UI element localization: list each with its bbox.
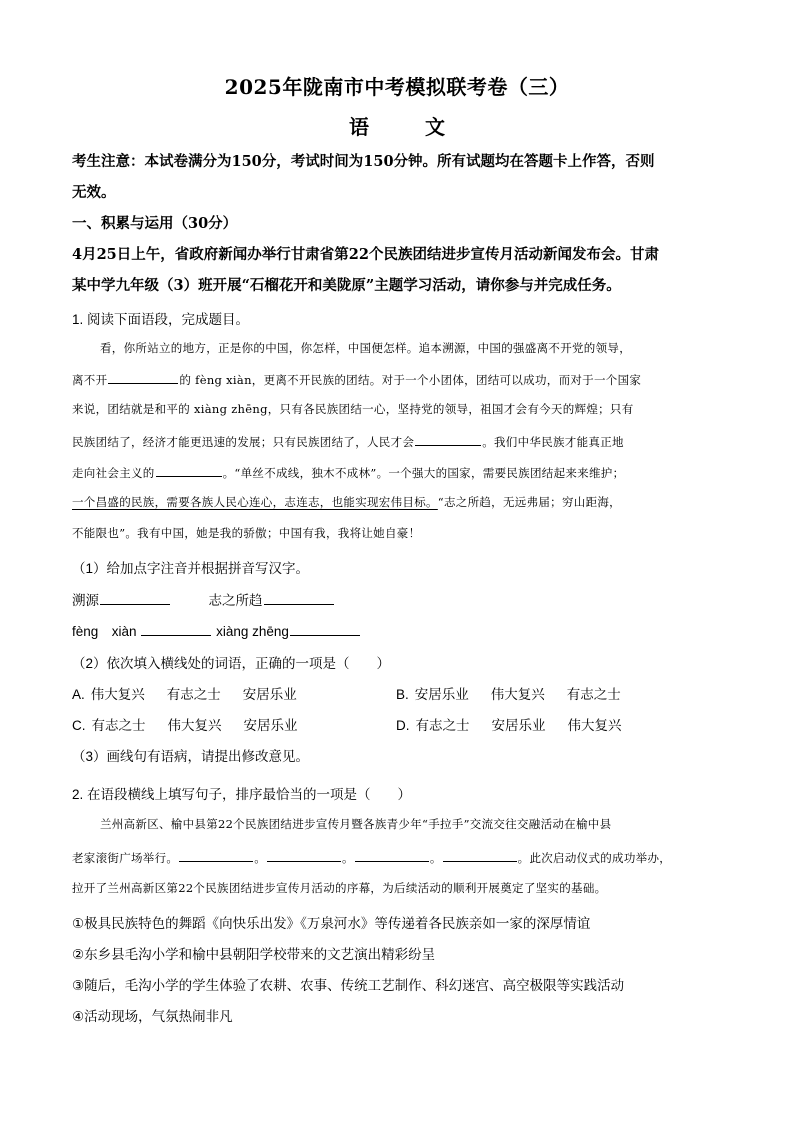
option-item: 安居乐业 [242,687,297,702]
notice-line-2: 无效。 [72,184,116,201]
passage-text: 离不开 [72,373,108,387]
answer-blank[interactable] [290,622,360,636]
q1-passage-line-4 [72,432,624,450]
fill-blank-2[interactable] [415,432,481,446]
option-item: 安居乐业 [491,718,546,733]
word-item: 志之所趋 [208,593,263,608]
fill-blank-3[interactable] [156,463,222,477]
pinyin-item: xiàng zhēng [216,624,289,639]
option-label: A. [72,687,85,702]
section-intro-2: 某中学九年级（3）班开展“石榴花开和美陇原”主题学习活动，请你参与并完成任务。 [72,277,621,294]
q2-passage-line-2: 老家滚街广场举行。 。 。 。 。此次启动仪式的成功举办， [72,848,671,866]
passage-text: “志之所趋，无远弗届；穷山距海， [437,495,621,509]
answer-blank[interactable] [100,591,170,605]
section-intro-1: 4月25日上午，省政府新闻办举行甘肃省第22个民族团结进步宣传月活动新闻发布会。甘肃 [72,246,659,263]
underlined-sentence: 一个昌盛的民族，需要各族人民心连心，志连志，也能实现宏伟目标。 [72,495,438,509]
option-label: B. [396,687,409,702]
option-item: 有志之士 [166,687,221,702]
passage-text: 老家滚街广场举行。 [72,851,179,865]
q2-passage-line-1: 兰州高新区、榆中县第22个民族团结进步宣传月暨各族青少年“手拉手”交流交往交融活动在榆中县 [100,817,612,831]
option-item: 安居乐业 [243,718,298,733]
option-label: C. [72,718,86,733]
notice-line-1: 考生注意：本试卷满分为150分，考试时间为150分钟。所有试题均在答题卡上作答，否则 [72,153,655,170]
option-b[interactable] [396,683,643,703]
passage-text: 。此次启动仪式的成功举办， [517,851,672,865]
option-item: 伟大复兴 [490,687,545,702]
option-item: 安居乐业 [414,687,469,702]
q2-item-2: ②东乡县毛沟小学和榆中县朝阳学校带来的文艺演出精彩纷呈 [72,947,436,962]
option-label: D. [396,718,410,733]
q1-sub1: （1）给加点字注音并根据拼音写汉字。 [72,561,310,576]
subject-title: 语 文 [349,115,463,139]
passage-text: 走向社会主义的 [72,466,155,480]
option-item: 伟大复兴 [90,687,145,702]
answer-blank[interactable] [141,622,211,636]
answer-blank[interactable] [264,591,334,605]
option-a[interactable] [72,683,319,703]
fill-blank-a[interactable] [179,848,253,862]
q1-sub2: （2）依次填入横线处的词语，正确的一项是（ ） [72,656,391,671]
word-item: 溯源 [72,593,99,608]
passage-text: 的 fèng xiàn，更离不开民族的团结。对于一个小团体，团结可以成功，而对于一个国家 [179,373,642,387]
q1-passage-line-5 [72,463,624,481]
option-item: 有志之士 [566,687,621,702]
q1-passage-line-6 [72,494,621,510]
q2-item-4: ④活动现场，气氛热闹非凡 [72,1009,233,1024]
q1-sub3: （3）画线句有语病，请提出修改意见。 [72,749,310,764]
q1-passage-line-3: 来说，团结就是和平的 xiàng zhēng，只有各民族团结一心，坚持党的领导，祖国才会有今天的辉煌；只有 [72,402,634,416]
fill-blank-d[interactable] [443,848,517,862]
q1-passage-line-1: 看，你所站立的地方，正是你的中国，你怎样，中国便怎样。追本溯源，中国的强盛离不开党的领导， [100,341,631,355]
option-item: 伟大复兴 [167,718,222,733]
option-item: 有志之士 [91,718,146,733]
fill-blank-1[interactable] [108,370,178,384]
option-c[interactable] [72,714,320,734]
option-item: 有志之士 [415,718,470,733]
passage-text: 。“单丝不成线，独木不成林”。一个强大的国家，需要民族团结起来来维护； [222,466,625,480]
pinyin-item: fèng xiàn [72,624,137,639]
q2-item-3: ③随后，毛沟小学的学生体验了农耕、农事、传统工艺制作、科幻迷宫、高空极限等实践活动 [72,978,625,993]
q2-item-1: ①极具民族特色的舞蹈《向快乐出发》《万泉河水》等传递着各民族亲如一家的深厚情谊 [72,916,591,931]
q1-passage-line-7: 不能限也”。我有中国，她是我的骄傲；中国有我，我将让她自豪！ [72,526,421,540]
q1-stem: 1. 阅读下面语段，完成题目。 [72,312,250,327]
exam-title: 2025年陇南市中考模拟联考卷（三） [224,75,570,99]
q1-words-row [72,589,335,609]
passage-text: 民族团结了，经济才能更迅速的发展；只有民族团结了，人民才会 [72,435,415,449]
fill-blank-c[interactable] [355,848,429,862]
q2-stem: 2. 在语段横线上填写句子，排序最恰当的一项是（ ） [72,787,412,802]
passage-text: 。我们中华民族才能真正地 [482,435,624,449]
option-item: 伟大复兴 [567,718,622,733]
q1-pinyin-row [72,620,361,640]
option-d[interactable] [396,714,644,734]
fill-blank-b[interactable] [267,848,341,862]
section-heading: 一、积累与运用（30分） [72,215,238,232]
q1-passage-line-2 [72,370,641,388]
q2-passage-line-3: 拉开了兰州高新区第22个民族团结进步宣传月活动的序幕，为后续活动的顺利开展奠定了坚实的基础。 [72,881,607,895]
